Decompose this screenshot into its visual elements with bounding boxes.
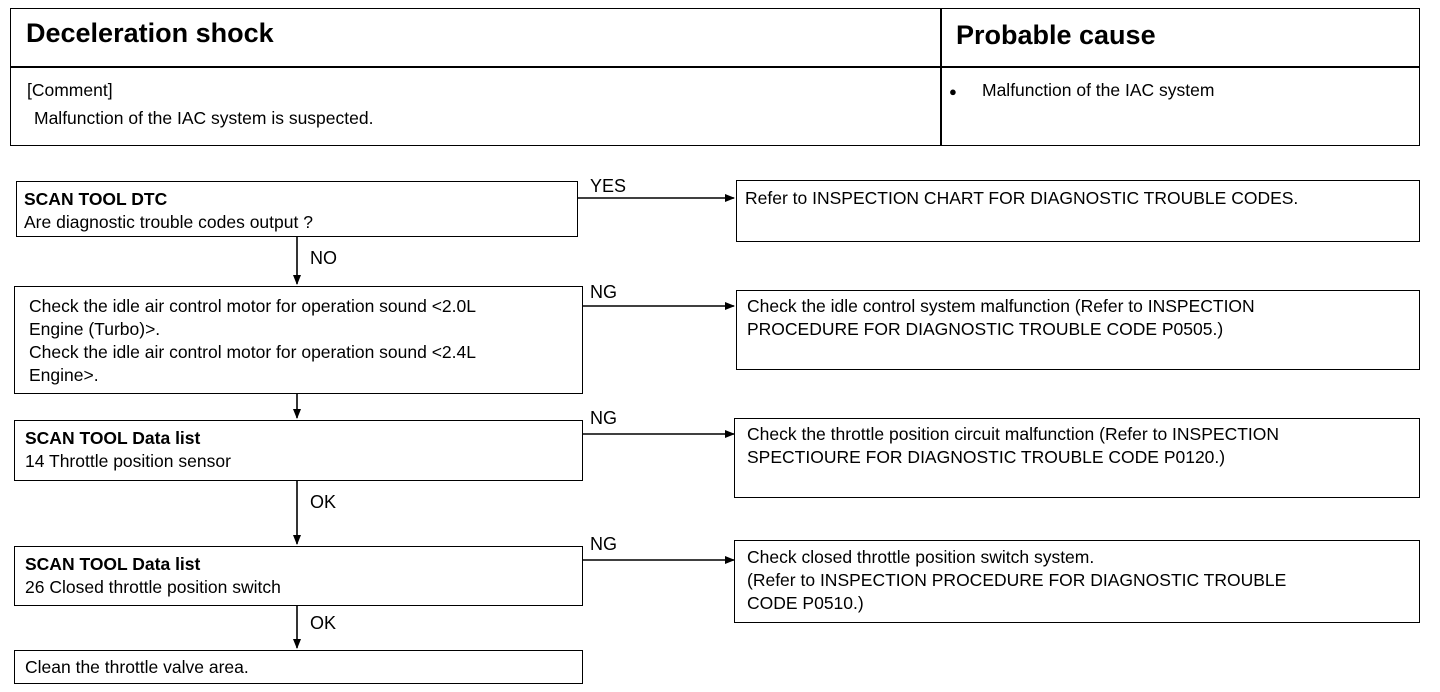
step1-yes-label: YES [590,176,627,196]
step2-line4: Engine>. [29,365,99,385]
step4-ng-label: NG [590,534,617,554]
step3-result-line2: SPECTIOURE FOR DIAGNOSTIC TROUBLE CODE P0120.) [747,447,1226,467]
step5-text: Clean the throttle valve area. [25,657,249,677]
step3-ng-label: NG [590,408,617,428]
step2-result-line2: PROCEDURE FOR DIAGNOSTIC TROUBLE CODE P0505.) [747,319,1224,339]
step1-box [16,181,578,237]
step3-box [14,420,583,481]
step4-box [14,546,583,606]
step4-result-line3: CODE P0510.) [747,593,864,613]
step4-ok-label: OK [310,613,337,633]
step3-ok-label: OK [310,492,337,512]
step3-result-line1: Check the throttle position circuit malfunction (Refer to INSPECTION [747,424,1280,444]
step2-line3: Check the idle air control motor for operation sound <2.4L [29,342,476,362]
step4-result-line1: Check closed throttle position switch system. [747,547,1095,567]
step1-no-label: NO [310,248,337,268]
probable-cause-heading: Probable cause [956,20,1156,50]
step2-ng-label: NG [590,282,617,302]
comment-label: [Comment] [27,80,113,100]
step3-title: SCAN TOOL Data list [25,428,201,448]
step3-text: 14 Throttle position sensor [25,451,231,471]
step1-result-text: Refer to INSPECTION CHART FOR DIAGNOSTIC TROUBLE CODES. [745,188,1299,208]
header-row-divider [10,66,1420,68]
page-title: Deceleration shock [26,18,274,48]
step1-text: Are diagnostic trouble codes output ? [24,212,313,232]
probable-cause-item: Malfunction of the IAC system [982,80,1215,100]
step4-result-box [734,540,1420,623]
step5-box [14,650,583,684]
step4-result-line2: (Refer to INSPECTION PROCEDURE FOR DIAGNOSTIC TROUBLE [747,570,1287,590]
step2-result-line1: Check the idle control system malfunction (Refer to INSPECTION [747,296,1255,316]
step2-box [14,286,583,394]
step3-result-box [734,418,1420,498]
step1-result-box [736,180,1420,242]
step4-title: SCAN TOOL Data list [25,554,201,574]
header-col-divider [940,8,942,146]
step2-line2: Engine (Turbo)>. [29,319,161,339]
step2-result-box [736,290,1420,370]
step2-line1: Check the idle air control motor for operation sound <2.0L [29,296,476,316]
bullet-icon: ● [949,84,957,99]
comment-text: Malfunction of the IAC system is suspected. [34,108,374,128]
step1-title: SCAN TOOL DTC [24,189,168,209]
step4-text: 26 Closed throttle position switch [25,577,281,597]
